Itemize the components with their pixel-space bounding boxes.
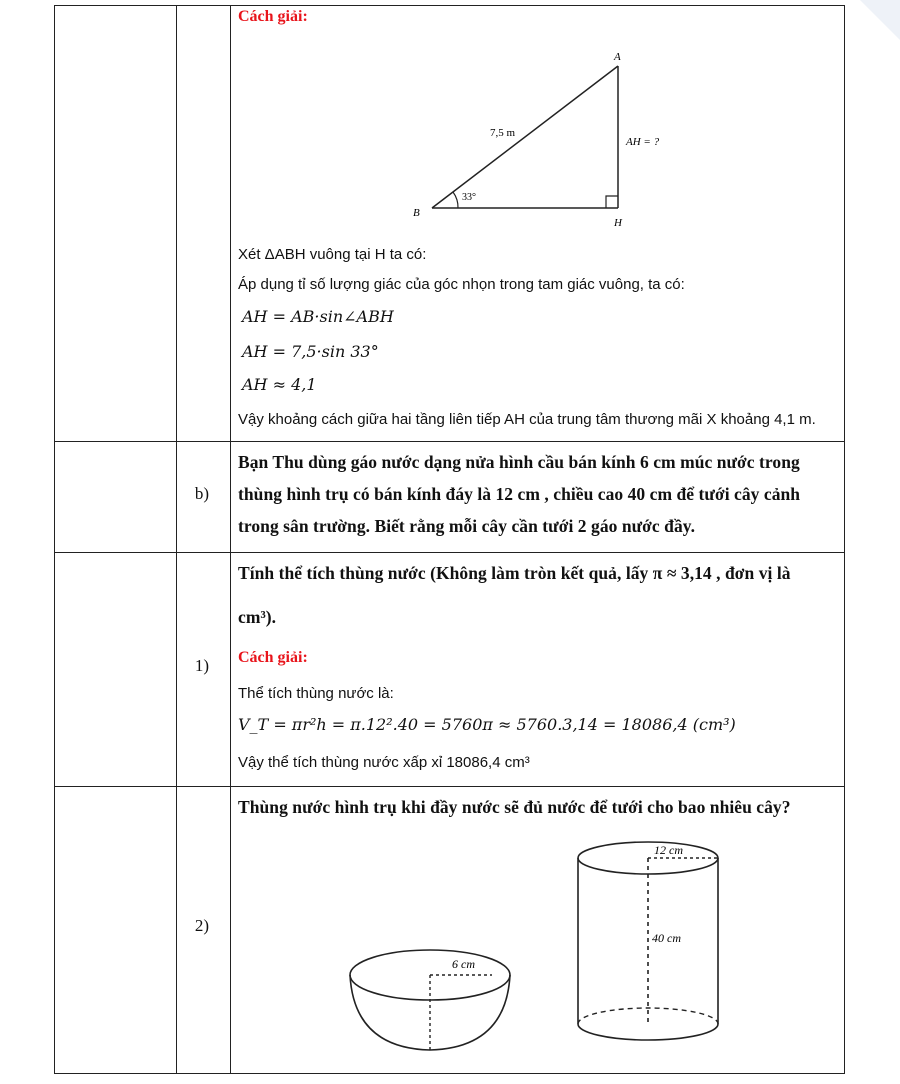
table-border-left	[54, 5, 55, 1074]
cylinder-height-label: 40 cm	[652, 931, 681, 945]
solution-1-label: Cách giải:	[238, 649, 308, 666]
angle-label: 33°	[462, 192, 476, 203]
table-border-bottom	[54, 1073, 845, 1074]
solution-label: Cách giải:	[238, 8, 308, 25]
corner-decoration	[840, 0, 900, 60]
solution-1-intro: Thể tích thùng nước là:	[238, 685, 394, 702]
formula-line-1: AH = AB·sin∠ABH	[242, 307, 394, 326]
vertex-a-label: A	[614, 51, 621, 63]
triangle-figure	[408, 48, 708, 238]
volume-formula: V_T = πr²h = π.12².40 = 5760π ≈ 5760.3,14 = 18086,4 (cm³)	[238, 715, 736, 734]
question-1-line-2: cm³).	[238, 607, 277, 627]
label-b: b)	[194, 484, 210, 503]
vertex-h-label: H	[614, 217, 622, 229]
section-a-cell	[238, 8, 838, 438]
cylinder-figure	[570, 836, 730, 1061]
vertex-b-label: B	[413, 207, 420, 219]
solution-line-2: Áp dụng tỉ số lượng giác của góc nhọn trong tam giác vuông, ta có:	[238, 276, 685, 293]
section-2-cell	[238, 797, 838, 1069]
question-2: Thùng nước hình trụ khi đầy nước sẽ đủ nước để tưới cho bao nhiêu cây?	[238, 797, 791, 817]
table-border-col2	[230, 5, 231, 1074]
row-divider-1	[54, 441, 845, 442]
hypotenuse-label: 7,5 m	[490, 127, 516, 139]
hemisphere-bowl-figure	[342, 940, 522, 1060]
row-divider-2	[54, 552, 845, 553]
formula-line-3: AH ≈ 4,1	[242, 375, 317, 394]
row-divider-3	[54, 786, 845, 787]
table-border-top	[54, 5, 845, 6]
solution-line-1: Xét ΔABH vuông tại H ta có:	[238, 246, 427, 263]
solution-1-conclusion: Vậy thể tích thùng nước xấp xỉ 18086,4 cm³	[238, 754, 530, 771]
label-2: 2)	[194, 916, 210, 935]
problem-b-line-1: Bạn Thu dùng gáo nước dạng nửa hình cầu bán kính 6 cm múc nước trong	[238, 452, 800, 472]
problem-b-line-3: trong sân trường. Biết rằng mỗi cây cần tưới 2 gáo nước đầy.	[238, 516, 695, 536]
formula-line-2: AH = 7,5·sin 33°	[242, 342, 379, 361]
bowl-radius-label: 6 cm	[452, 957, 475, 971]
section-b-cell	[238, 452, 838, 548]
problem-b-line-2: thùng hình trụ có bán kính đáy là 12 cm , chiều cao 40 cm để tưới cây cảnh	[238, 484, 801, 504]
section-1-cell	[238, 563, 838, 783]
side-ah-label: AH = ?	[626, 136, 660, 148]
label-1: 1)	[194, 656, 210, 675]
table-border-right	[844, 5, 845, 1074]
question-1-line-1: Tính thể tích thùng nước (Không làm tròn kết quả, lấy π ≈ 3,14 , đơn vị là	[238, 563, 791, 583]
cylinder-radius-label: 12 cm	[654, 843, 683, 857]
solution-conclusion: Vậy khoảng cách giữa hai tầng liên tiếp AH của trung tâm thương mãi X khoảng 4,1 m.	[238, 411, 816, 428]
table-border-col1	[176, 5, 177, 1074]
